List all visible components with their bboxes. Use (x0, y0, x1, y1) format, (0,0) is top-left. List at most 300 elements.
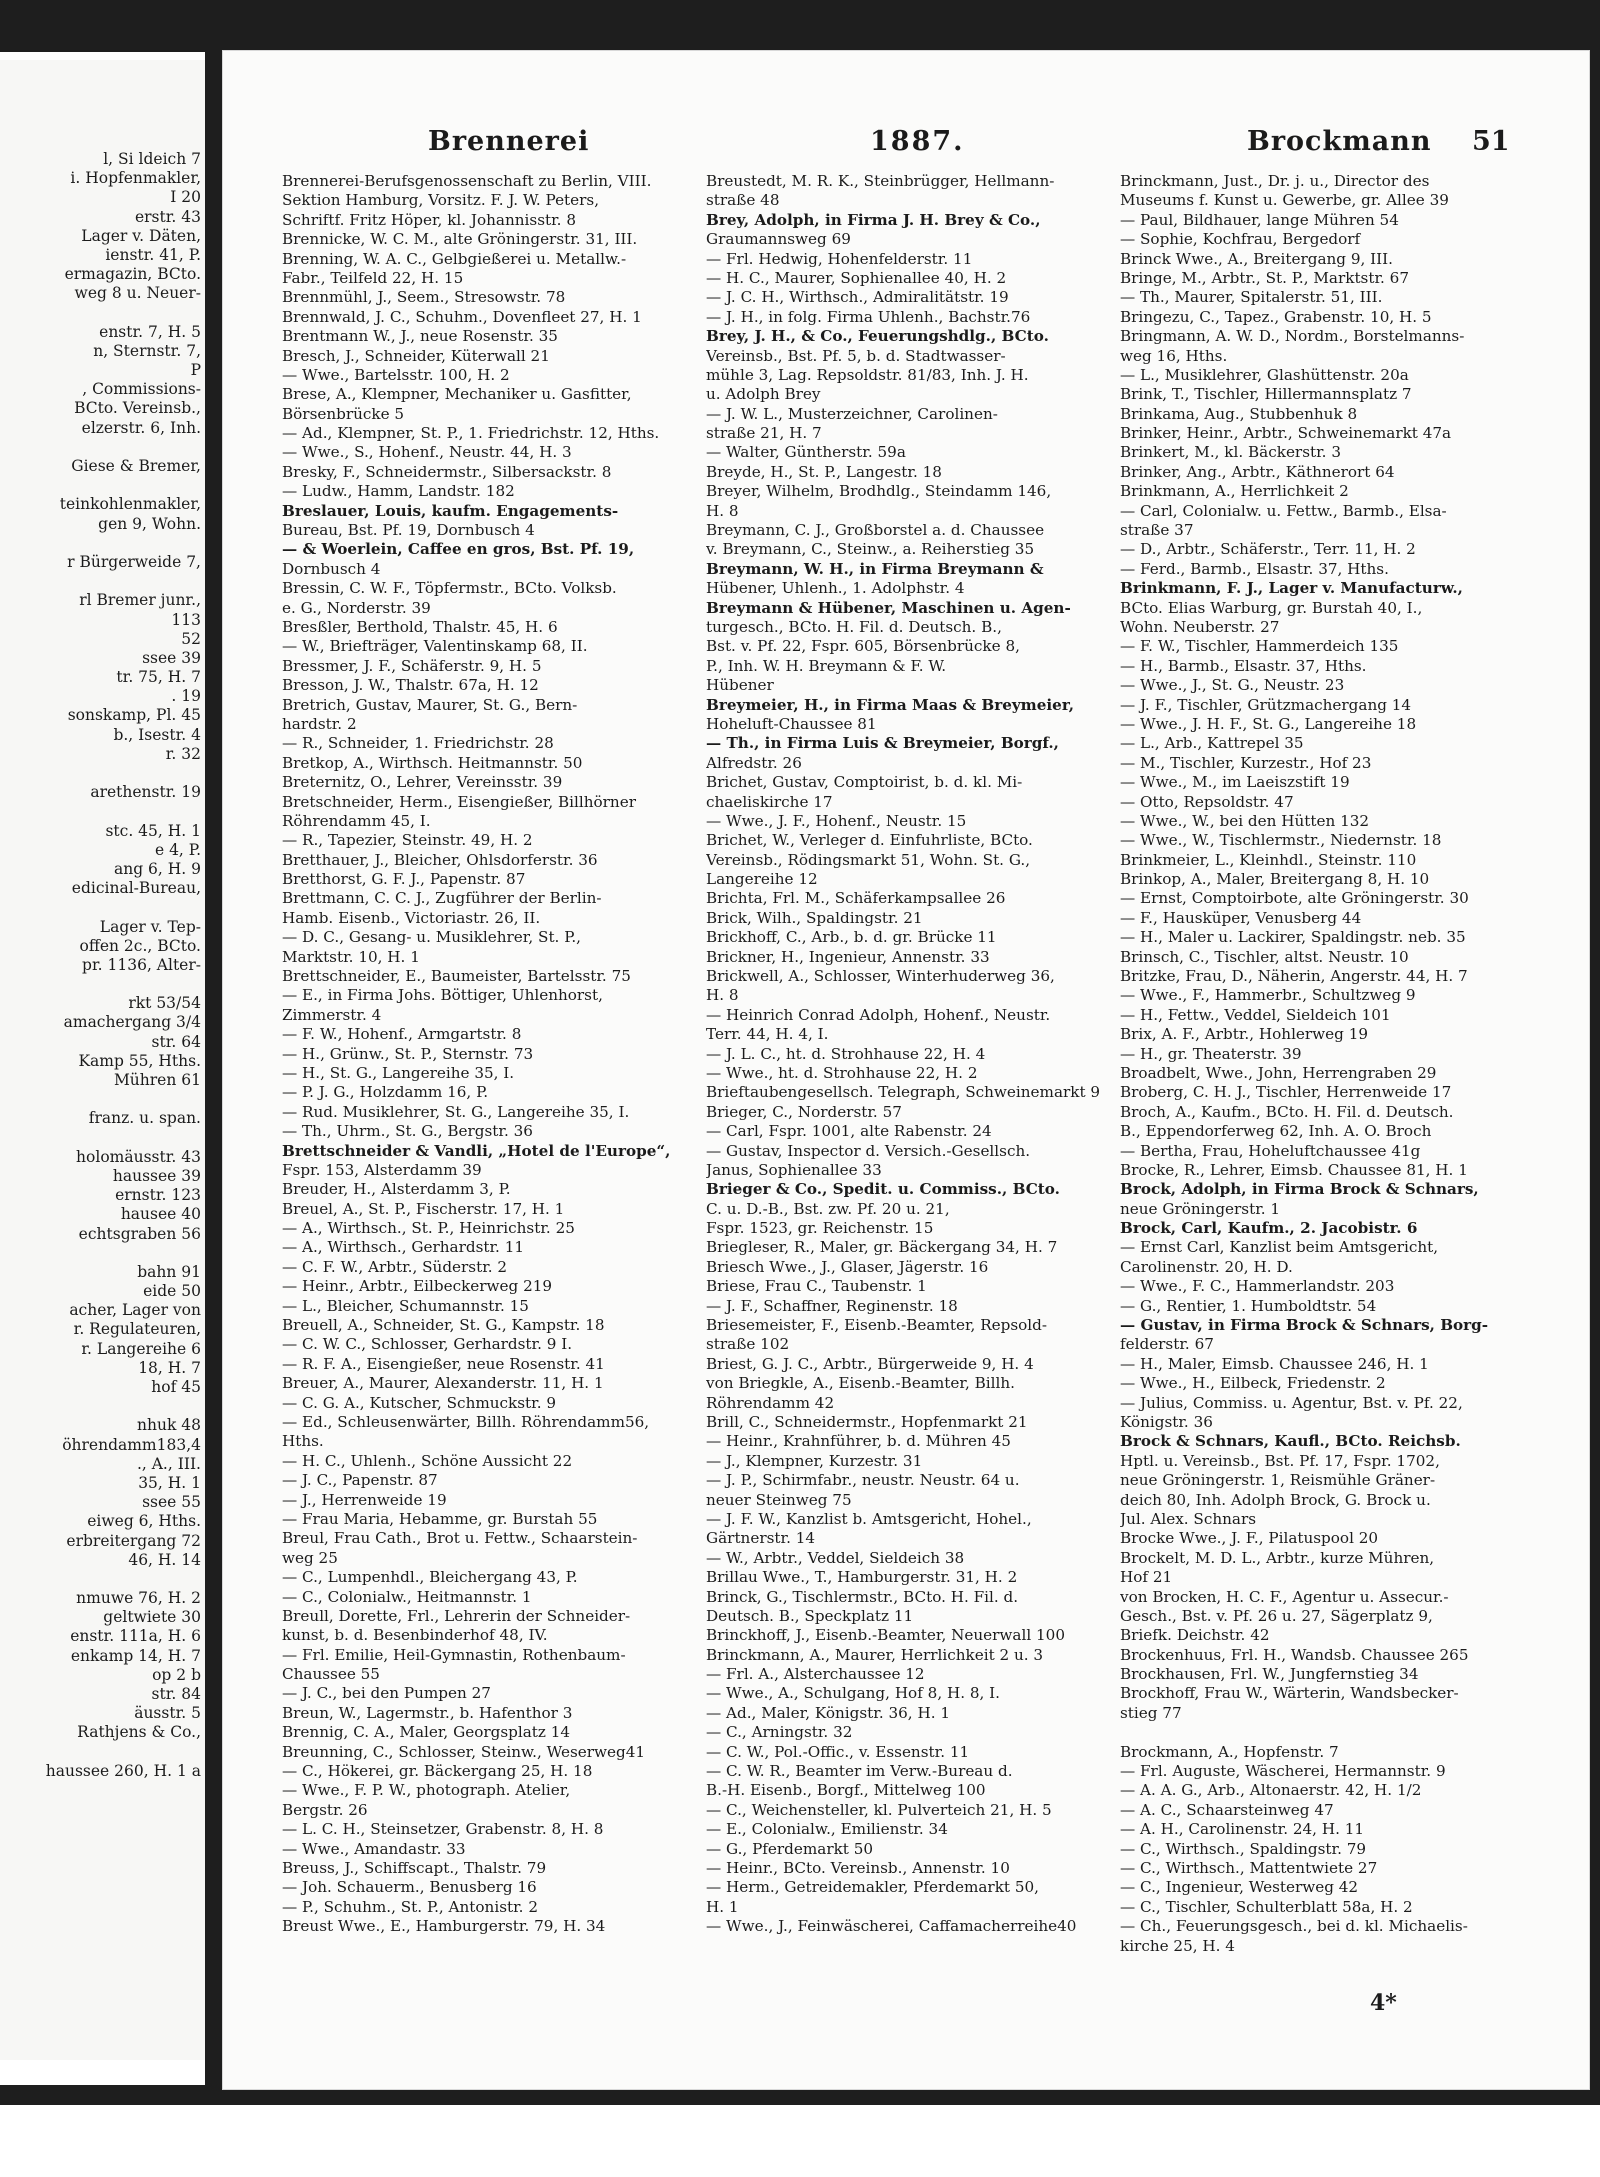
directory-entry-line: — C., Colonialw., Heitmannstr. 1 (282, 1587, 532, 1606)
previous-page-line: str. 64 (151, 1032, 201, 1051)
directory-entry-line: v. Breymann, C., Steinw., a. Reiherstieg 35 (706, 540, 1035, 559)
directory-entry-line: Brennmühl, J., Seem., Stresowstr. 78 (282, 288, 566, 307)
directory-entry-line: Brinckmann, A., Maurer, Herrlichkeit 2 u. 3 (706, 1645, 1044, 1664)
directory-entry-line: Bresßler, Berthold, Thalstr. 45, H. 6 (282, 617, 558, 636)
directory-entry-line: Brick, Wilh., Spaldingstr. 21 (706, 908, 923, 927)
directory-entry-line: — D. C., Gesang- u. Musiklehrer, St. P., (282, 928, 581, 947)
previous-page-line: r. Regulateuren, (73, 1320, 201, 1339)
previous-page-line: i. Hopfenmakler, (70, 169, 201, 188)
directory-entry-line: — Wwe., W., Tischlermstr., Niedernstr. 18 (1120, 831, 1442, 850)
directory-entry-line: Breust Wwe., E., Hamburgerstr. 79, H. 34 (282, 1917, 606, 1936)
directory-entry-line: — H., St. G., Langereihe 35, I. (282, 1063, 515, 1082)
bottom-margin (0, 2105, 1600, 2177)
directory-entry-line: Brocke Wwe., J. F., Pilatuspool 20 (1120, 1529, 1379, 1548)
directory-entry-line: — J. C., bei den Pumpen 27 (282, 1684, 491, 1703)
directory-entry-line: — J. F., Tischler, Grützmachergang 14 (1120, 695, 1412, 714)
directory-entry-line: Brockhoff, Frau W., Wärterin, Wandsbecker- (1120, 1684, 1459, 1703)
directory-entry-line: — C. W. R., Beamter im Verw.-Bureau d. (706, 1762, 1013, 1781)
directory-entry-line: H. 1 (706, 1897, 739, 1916)
directory-entry-line: Breuell, A., Schneider, St. G., Kampstr. 18 (282, 1316, 605, 1335)
directory-entry-line: — C., Weichensteller, kl. Pulverteich 21, H. 5 (706, 1800, 1052, 1819)
directory-entry-line: — Wwe., S., Hohenf., Neustr. 44, H. 3 (282, 443, 572, 462)
previous-page-line: str. 84 (151, 1685, 201, 1703)
directory-entry-line: Dornbusch 4 (282, 559, 381, 578)
previous-page-line: ienstr. 41, P. (105, 245, 201, 264)
directory-entry-line: Brinkmann, F. J., Lager v. Manufacturw., (1120, 579, 1463, 598)
previous-page-line: 46, H. 14 (128, 1550, 201, 1569)
directory-entry-line: Bretthauer, J., Bleicher, Ohlsdorferstr. 36 (282, 850, 598, 869)
previous-page-line: 52 (181, 629, 201, 648)
previous-page-line: haussee 260, H. 1 a (45, 1761, 201, 1780)
directory-entry-line: — C., Arningstr. 32 (706, 1723, 853, 1742)
directory-entry-line: Brockmann, A., Hopfenstr. 7 (1120, 1742, 1339, 1761)
directory-page (222, 50, 1590, 2090)
directory-entry-line: — C. W. C., Schlosser, Gerhardstr. 9 I. (282, 1335, 573, 1354)
previous-page-line: enstr. 111a, H. 6 (70, 1627, 201, 1646)
previous-page-line: ssee 39 (142, 648, 201, 667)
directory-entry-line: — L., Arb., Kattrepel 35 (1120, 734, 1304, 753)
directory-entry-line: — C., Tischler, Schulterblatt 58a, H. 2 (1120, 1897, 1413, 1916)
directory-entry-line: Chaussee 55 (282, 1665, 380, 1684)
directory-entry-line: — Wwe., ht. d. Strohhause 22, H. 2 (706, 1063, 978, 1082)
previous-page-line: ernstr. 123 (115, 1186, 201, 1205)
directory-entry-line: — D., Arbtr., Schäferstr., Terr. 11, H. 2 (1120, 540, 1416, 559)
directory-entry-line: — Joh. Schauerm., Benusberg 16 (282, 1878, 537, 1897)
directory-entry-line: — Carl, Fspr. 1001, alte Rabenstr. 24 (706, 1122, 992, 1141)
directory-entry-line: Vereinsb., Rödingsmarkt 51, Wohn. St. G., (706, 850, 1031, 869)
previous-page-line: nhuk 48 (137, 1416, 201, 1435)
directory-entry-line: Brinkmann, A., Herrlichkeit 2 (1120, 482, 1349, 501)
directory-entry-line: — J. C. H., Wirthsch., Admiralitätstr. 19 (706, 288, 1009, 307)
directory-entry-line: — J., Herrenweide 19 (282, 1490, 447, 1509)
directory-entry-line: — Heinr., Arbtr., Eilbeckerweg 219 (282, 1277, 553, 1296)
previous-page-line: äusstr. 5 (134, 1704, 201, 1723)
directory-entry-line: — Heinr., BCto. Vereinsb., Annenstr. 10 (706, 1858, 1010, 1877)
directory-entry-line: — Th., Uhrm., St. G., Bergstr. 36 (282, 1122, 533, 1141)
directory-entry-line: Bretrich, Gustav, Maurer, St. G., Bern- (282, 695, 578, 714)
previous-page-line: eide 50 (143, 1282, 201, 1301)
header-left-keyword: Brennerei (428, 126, 590, 157)
previous-page-line (0, 476, 205, 495)
directory-entry-line: — Wwe., F. P. W., photograph. Atelier, (282, 1781, 571, 1800)
directory-entry-line: — Wwe., Amandastr. 33 (282, 1839, 466, 1858)
header-right-keyword: Brockmann (1247, 126, 1432, 157)
directory-entry-line: Brentmann W., J., neue Rosenstr. 35 (282, 327, 558, 346)
directory-entry-line: Brickwell, A., Schlosser, Winterhuderweg 36, (706, 967, 1055, 986)
previous-page-line: erbreitergang 72 (66, 1531, 201, 1550)
directory-entry-line: Bretschneider, Herm., Eisengießer, Billhörner (282, 792, 636, 811)
directory-entry-line: — Ernst Carl, Kanzlist beim Amtsgericht, (1120, 1238, 1439, 1257)
directory-entry-line: Breustedt, M. R. K., Steinbrügger, Hellmann- (706, 172, 1055, 190)
directory-entry-line: Wohn. Neuberstr. 27 (1120, 617, 1280, 636)
directory-entry-line: — J. L. C., ht. d. Strohhause 22, H. 4 (706, 1044, 986, 1063)
directory-entry-line: straße 21, H. 7 (706, 424, 822, 443)
directory-entry-line: Hoheluft-Chaussee 81 (706, 714, 877, 733)
previous-page-line: e 4, P. (154, 840, 201, 859)
previous-page-line: gen 9, Wohn. (98, 514, 201, 533)
directory-entry-line: hardstr. 2 (282, 714, 357, 733)
directory-entry-line: Fabr., Teilfeld 22, H. 15 (282, 268, 464, 287)
previous-page-line (0, 572, 205, 591)
directory-entry-line: Briesch Wwe., J., Glaser, Jägerstr. 16 (706, 1257, 989, 1276)
directory-entry-line: mühle 3, Lag. Repsoldstr. 81/83, Inh. J. H. (706, 365, 1029, 384)
directory-entry-line: Brickner, H., Ingenieur, Annenstr. 33 (706, 947, 990, 966)
directory-entry-line: Breymann & Hübener, Maschinen u. Agen- (706, 598, 1071, 617)
directory-entry-line: von Brocken, H. C. F., Agentur u. Assecur.- (1120, 1587, 1449, 1606)
directory-entry-line: Brock & Schnars, Kaufl., BCto. Reichsb. (1120, 1432, 1461, 1451)
directory-entry-line: Börsenbrücke 5 (282, 404, 405, 423)
directory-entry-line: Breternitz, O., Lehrer, Vereinsstr. 39 (282, 773, 563, 792)
directory-entry-line: — Frl. Hedwig, Hohenfelderstr. 11 (706, 249, 973, 268)
directory-entry-line: Brinker, Heinr., Arbtr., Schweinemarkt 47a (1120, 424, 1452, 443)
previous-page-line: ., A., III. (136, 1454, 201, 1473)
previous-page-line: holomäusstr. 43 (76, 1147, 201, 1166)
previous-page-line (0, 1397, 205, 1416)
directory-entry-line: Brinsch, C., Tischler, altst. Neustr. 10 (1120, 947, 1409, 966)
directory-entry-line: — Frl. Emilie, Heil-Gymnastin, Rothenbaum- (282, 1645, 626, 1664)
directory-entry-line: Brinck Wwe., A., Breitergang 9, III. (1120, 249, 1393, 268)
directory-entry-line: Breymeier, H., in Firma Maas & Breymeier, (706, 695, 1075, 714)
directory-entry-line: — W., Briefträger, Valentinskamp 68, II. (282, 637, 588, 656)
previous-page-text (0, 150, 205, 1781)
previous-page-line: . 19 (171, 687, 201, 706)
directory-entry-line: Brix, A. F., Arbtr., Hohlerweg 19 (1120, 1025, 1369, 1044)
directory-entry-line: Brocke, R., Lehrer, Eimsb. Chaussee 81, H. 1 (1120, 1160, 1468, 1179)
directory-column-2 (706, 172, 1126, 1937)
previous-page-line: nmuwe 76, H. 2 (76, 1589, 201, 1608)
directory-entry-line: Brill, C., Schneidermstr., Hopfenmarkt 21 (706, 1413, 1028, 1431)
directory-entry-line: — Walter, Güntherstr. 59a (706, 443, 906, 462)
directory-entry-line: Brettschneider & Vandli, „Hotel de l'Europe“, (282, 1141, 671, 1160)
directory-entry-line: — Frl. Auguste, Wäscherei, Hermannstr. 9 (1120, 1762, 1446, 1781)
directory-entry-line: Brockenhuus, Frl. H., Wandsb. Chaussee 265 (1120, 1645, 1469, 1664)
previous-page-line: P (190, 361, 201, 380)
directory-entry-line: Briegleser, R., Maler, gr. Bäckergang 34, H. 7 (706, 1238, 1058, 1257)
previous-page-line: ang 6, H. 9 (113, 859, 201, 878)
directory-entry-line: P., Inh. W. H. Breymann & F. W. (706, 656, 947, 675)
directory-entry-line: Brettschneider, E., Baumeister, Bartelsstr. 75 (282, 967, 631, 986)
previous-page-line: 113 (171, 610, 201, 629)
directory-entry-line: Brieftaubengesellsch. Telegraph, Schweinemarkt 9 (706, 1083, 1101, 1102)
directory-entry-line: Brinkama, Aug., Stubbenhuk 8 (1120, 404, 1358, 423)
directory-entry-line: Brichta, Frl. M., Schäferkampsallee 26 (706, 889, 1006, 908)
directory-entry-line: Terr. 44, H. 4, I. (706, 1025, 829, 1044)
previous-page-line: 35, H. 1 (138, 1473, 201, 1492)
directory-entry-line: — J. H., in folg. Firma Uhlenh., Bachstr.76 (706, 307, 1031, 326)
directory-entry-line: — Th., Maurer, Spitalerstr. 51, III. (1120, 288, 1383, 307)
directory-entry-line: Bretthorst, G. F. J., Papenstr. 87 (282, 870, 526, 889)
previous-page-line (0, 1090, 205, 1109)
directory-entry-line: — Ed., Schleusenwärter, Billh. Röhrendamm56, (282, 1413, 650, 1431)
directory-entry-line: Bringezu, C., Tapez., Grabenstr. 10, H. 5 (1120, 307, 1432, 326)
directory-entry-line: Brey, Adolph, in Firma J. H. Brey & Co., (706, 210, 1041, 229)
directory-entry-line: Breyde, H., St. P., Langestr. 18 (706, 462, 942, 481)
directory-entry-line: Schriftf. Fritz Höper, kl. Johannisstr. 8 (282, 210, 577, 229)
directory-entry-line: deich 80, Inh. Adolph Brock, G. Brock u. (1120, 1490, 1431, 1509)
directory-entry-line: Breuder, H., Alsterdamm 3, P. (282, 1180, 511, 1199)
directory-entry-line: — H., Fettw., Veddel, Sieldeich 101 (1120, 1005, 1391, 1024)
directory-entry-line: — G., Rentier, 1. Humboldtstr. 54 (1120, 1296, 1377, 1315)
directory-entry-line: — Bertha, Frau, Hoheluftchaussee 41g (1120, 1141, 1421, 1160)
directory-entry-line: — Ferd., Barmb., Elsastr. 37, Hths. (1120, 559, 1389, 578)
directory-entry-line: Briese, Frau C., Taubenstr. 1 (706, 1277, 927, 1296)
directory-entry-line: — Ludw., Hamm, Landstr. 182 (282, 482, 515, 501)
directory-entry-line: Sektion Hamburg, Vorsitz. F. J. W. Peters, (282, 191, 600, 210)
previous-page-line: arethenstr. 19 (90, 783, 201, 802)
directory-entry-line: — J. F., Schaffner, Reginenstr. 18 (706, 1296, 958, 1315)
previous-page-line: geltwiete 30 (103, 1608, 201, 1627)
directory-entry-line: — Paul, Bildhauer, lange Mühren 54 (1120, 210, 1399, 229)
previous-page-line: hof 45 (151, 1378, 201, 1396)
directory-entry-line: Breslauer, Louis, kaufm. Engagements- (282, 501, 619, 520)
directory-entry-line: Bergstr. 26 (282, 1800, 368, 1819)
previous-page-line: erstr. 43 (134, 207, 201, 226)
previous-page-line: haussee 39 (112, 1166, 201, 1185)
directory-entry-line: — A. H., Carolinenstr. 24, H. 11 (1120, 1820, 1365, 1839)
directory-entry-line: — Wwe., J., Feinwäscherei, Caffamacherreihe40 (706, 1917, 1077, 1936)
directory-entry-line: — Sophie, Kochfrau, Bergedorf (1120, 230, 1361, 249)
previous-page-line: r Bürgerweide 7, (67, 552, 201, 571)
directory-entry-line: Briefk. Deichstr. 42 (1120, 1626, 1270, 1645)
directory-entry-line: Britzke, Frau, D., Näherin, Angerstr. 44, H. 7 (1120, 967, 1468, 986)
directory-entry-line: Vereinsb., Bst. Pf. 5, b. d. Stadtwasser- (706, 346, 1006, 365)
previous-page-line: acher, Lager von (69, 1301, 201, 1320)
directory-entry-line: Hübener, Uhlenh., 1. Adolphstr. 4 (706, 579, 965, 598)
directory-entry-line: Breuel, A., St. P., Fischerstr. 17, H. 1 (282, 1199, 565, 1218)
directory-entry-line: — M., Tischler, Kurzestr., Hof 23 (1120, 753, 1372, 772)
previous-page-line: rkt 53/54 (128, 994, 201, 1013)
directory-entry-line: — H. C., Maurer, Sophienallee 40, H. 2 (706, 268, 1007, 287)
directory-entry-line: B.-H. Eisenb., Borgf., Mittelweg 100 (706, 1781, 986, 1800)
directory-entry-line: e. G., Norderstr. 39 (282, 598, 431, 617)
previous-page-line: Kamp 55, Hths. (78, 1051, 201, 1070)
directory-entry-line: Bringe, M., Arbtr., St. P., Marktstr. 67 (1120, 268, 1410, 287)
directory-entry-line: von Briegkle, A., Eisenb.-Beamter, Billh. (706, 1374, 1015, 1393)
previous-page-line: öhrendamm183,4 (62, 1435, 201, 1454)
directory-entry-line: — J. F. W., Kanzlist b. Amtsgericht, Hohel., (706, 1509, 1032, 1528)
directory-column-1 (282, 172, 702, 1937)
directory-entry-line: H. 8 (706, 501, 739, 520)
directory-entry-line: Briest, G. J. C., Arbtr., Bürgerweide 9, H. 4 (706, 1354, 1034, 1373)
previous-page-line: teinkohlenmakler, (59, 495, 201, 514)
directory-entry-line: neue Gröningerstr. 1, Reismühle Gräner- (1120, 1471, 1436, 1490)
directory-entry-line: Brettmann, C. C. J., Zugführer der Berlin- (282, 889, 602, 908)
directory-entry-line: chaeliskirche 17 (706, 792, 833, 811)
directory-entry-line: — J., Klempner, Kurzestr. 31 (706, 1451, 923, 1470)
directory-entry-line: — H., Maler, Eimsb. Chaussee 246, H. 1 (1120, 1354, 1429, 1373)
directory-entry-line: H. 8 (706, 986, 739, 1005)
directory-entry-line: — A. A. G., Arb., Altonaerstr. 42, H. 1/2 (1120, 1781, 1422, 1800)
previous-page-line: weg 8 u. Neuer- (74, 284, 201, 303)
directory-entry-line: Bst. v. Pf. 22, Fspr. 605, Börsenbrücke 8, (706, 637, 1020, 656)
directory-entry-line: u. Adolph Brey (706, 385, 821, 404)
directory-entry-line: — Ad., Maler, Königstr. 36, H. 1 (706, 1703, 951, 1722)
directory-entry-line: Brieger & Co., Spedit. u. Commiss., BCto. (706, 1180, 1060, 1199)
directory-entry-line: Brinker, Ang., Arbtr., Käthnerort 64 (1120, 462, 1395, 481)
previous-page-line: franz. u. span. (88, 1109, 201, 1128)
directory-entry-line: — C., Wirthsch., Mattentwiete 27 (1120, 1858, 1378, 1877)
previous-page-line: sonskamp, Pl. 45 (67, 706, 201, 725)
directory-entry-line: Breul, Frau Cath., Brot u. Fettw., Schaarstein- (282, 1529, 638, 1548)
directory-entry-line: — Wwe., A., Schulgang, Hof 8, H. 8, I. (706, 1684, 1001, 1703)
directory-entry-line: Breunning, C., Schlosser, Steinw., Weserweg41 (282, 1742, 646, 1761)
directory-entry-line: — Rud. Musiklehrer, St. G., Langereihe 35, I. (282, 1102, 630, 1121)
directory-entry-line: Marktstr. 10, H. 1 (282, 947, 420, 966)
directory-entry-line: — P. J. G., Holzdamm 16, P. (282, 1083, 489, 1102)
directory-entry-line: — H., Barmb., Elsastr. 37, Hths. (1120, 656, 1367, 675)
previous-page-line: op 2 b (152, 1665, 201, 1684)
directory-entry-line: — E., Colonialw., Emilienstr. 34 (706, 1820, 948, 1839)
running-header (222, 126, 1590, 166)
directory-entry-line: — C., Hökerei, gr. Bäckergang 25, H. 18 (282, 1762, 593, 1781)
directory-entry-line: C. u. D.-B., Bst. zw. Pf. 20 u. 21, (706, 1199, 950, 1218)
directory-entry-line: Brinkmeier, L., Kleinhdl., Steinstr. 110 (1120, 850, 1417, 869)
directory-entry-line: Museums f. Kunst u. Gewerbe, gr. Allee 39 (1120, 191, 1449, 210)
directory-entry-line: — J. P., Schirmfabr., neustr. Neustr. 64 u. (706, 1471, 1020, 1490)
directory-entry-line: Bresky, F., Schneidermstr., Silbersackstr. 8 (282, 462, 612, 481)
directory-entry-line: Brennwald, J. C., Schuhm., Dovenfleet 27, H. 1 (282, 307, 642, 326)
previous-page-line: stc. 45, H. 1 (105, 821, 201, 840)
previous-page-line: ermagazin, BCto. (64, 265, 201, 284)
previous-page-line: n, Sternstr. 7, (93, 341, 201, 360)
directory-entry-line (1120, 1723, 1572, 1742)
previous-page-line (0, 304, 205, 323)
previous-page-line: pr. 1136, Alter- (82, 955, 201, 974)
directory-entry-line: Janus, Sophienallee 33 (706, 1160, 882, 1179)
directory-entry-line: B., Eppendorferweg 62, Inh. A. O. Broch (1120, 1122, 1432, 1141)
directory-column-3 (1120, 172, 1572, 1956)
previous-page-line: elzerstr. 6, Inh. (81, 418, 201, 437)
directory-entry-line: kunst, b. d. Besenbinderhof 48, IV. (282, 1626, 548, 1645)
directory-entry-line: — Wwe., J. F., Hohenf., Neustr. 15 (706, 811, 967, 830)
directory-entry-line: Bretkop, A., Wirthsch. Heitmannstr. 50 (282, 753, 583, 772)
directory-entry-line: Bringmann, A. W. D., Nordm., Borstelmanns- (1120, 327, 1465, 346)
directory-entry-line: Hof 21 (1120, 1568, 1173, 1587)
directory-entry-line: felderstr. 67 (1120, 1335, 1214, 1354)
directory-entry-line: — F. W., Hohenf., Armgartstr. 8 (282, 1025, 522, 1044)
previous-page-line: Giese & Bremer, (71, 457, 201, 475)
previous-page-line: 18, H. 7 (138, 1358, 201, 1377)
directory-entry-line: Brink, T., Tischler, Hillermannsplatz 7 (1120, 385, 1412, 404)
directory-entry-line: Röhrendamm 45, I. (282, 811, 431, 830)
directory-entry-line: — C. F. W., Arbtr., Süderstr. 2 (282, 1257, 508, 1276)
directory-entry-line: — A., Wirthsch., St. P., Heinrichstr. 25 (282, 1219, 575, 1238)
directory-entry-line: — A., Wirthsch., Gerhardstr. 11 (282, 1238, 525, 1257)
directory-entry-line: — H., Maler u. Lackirer, Spaldingstr. neb. 35 (1120, 928, 1466, 947)
directory-entry-line: Brock, Adolph, in Firma Brock & Schnars, (1120, 1180, 1479, 1199)
directory-entry-line: — Wwe., F. C., Hammerlandstr. 203 (1120, 1277, 1395, 1296)
directory-entry-line: — L., Bleicher, Schumannstr. 15 (282, 1296, 529, 1315)
header-year: 1887. (870, 126, 965, 157)
directory-entry-line: — C., Lumpenhdl., Bleichergang 43, P. (282, 1568, 578, 1587)
directory-entry-line: neue Gröningerstr. 1 (1120, 1199, 1281, 1218)
directory-entry-line: straße 37 (1120, 521, 1194, 540)
previous-page-line: l, Si ldeich 7 (103, 150, 201, 168)
previous-page-line: ssee 55 (142, 1493, 201, 1512)
directory-entry-line: Bresson, J. W., Thalstr. 67a, H. 12 (282, 676, 539, 695)
directory-entry-line: Brenning, W. A. C., Gelbgießerei u. Metallw.- (282, 249, 627, 268)
directory-entry-line: Breun, W., Lagermstr., b. Hafenthor 3 (282, 1703, 573, 1722)
directory-entry-line: — Ad., Klempner, St. P., 1. Friedrichstr. 12, Hths. (282, 424, 660, 443)
directory-entry-line: — Heinr., Krahnführer, b. d. Mühren 45 (706, 1432, 1011, 1451)
directory-entry-line: Bressin, C. W. F., Töpfermstr., BCto. Volksb. (282, 579, 617, 598)
directory-entry-line: straße 102 (706, 1335, 790, 1354)
previous-page-line: Mühren 61 (113, 1071, 201, 1089)
directory-entry-line: Röhrendamm 42 (706, 1393, 835, 1412)
directory-entry-line: Fspr. 1523, gr. Reichenstr. 15 (706, 1219, 934, 1238)
previous-page-line: offen 2c., BCto. (79, 936, 201, 955)
directory-entry-line: — Gustav, in Firma Brock & Schnars, Borg- (1120, 1316, 1489, 1335)
previous-page-line: bahn 91 (137, 1262, 201, 1281)
page-number: 51 (1472, 126, 1510, 157)
previous-page-line: eiweg 6, Hths. (87, 1512, 201, 1531)
directory-entry-line: weg 25 (282, 1548, 338, 1567)
directory-entry-line: straße 48 (706, 191, 780, 210)
directory-entry-line: — H., Grünw., St. P., Sternstr. 73 (282, 1044, 534, 1063)
scan-background-top (0, 0, 1600, 52)
directory-entry-line: Brinckmann, Just., Dr. j. u., Director des (1120, 172, 1430, 190)
directory-entry-line: — Frl. A., Alsterchaussee 12 (706, 1665, 925, 1684)
signature-mark: 4* (1370, 1990, 1397, 2016)
directory-entry-line: Hths. (282, 1432, 324, 1451)
previous-page-line: echtsgraben 56 (78, 1224, 201, 1243)
directory-entry-line: — Ernst, Comptoirbote, alte Gröningerstr. 30 (1120, 889, 1469, 908)
directory-entry-line: — Wwe., M., im Laeiszstift 19 (1120, 773, 1350, 792)
directory-entry-line: — Wwe., W., bei den Hütten 132 (1120, 811, 1370, 830)
directory-entry-line: Alfredstr. 26 (706, 753, 802, 772)
previous-page-line (0, 898, 205, 917)
directory-entry-line: — C., Ingenieur, Westerweg 42 (1120, 1878, 1359, 1897)
directory-entry-line: Breuss, J., Schiffscapt., Thalstr. 79 (282, 1858, 547, 1877)
directory-entry-line: — A. C., Schaarsteinweg 47 (1120, 1800, 1334, 1819)
directory-entry-line: Hamb. Eisenb., Victoriastr. 26, II. (282, 908, 541, 927)
previous-page-line: enstr. 7, H. 5 (99, 322, 201, 341)
previous-page-line: amachergang 3/4 (63, 1013, 201, 1032)
directory-entry-line: — Frau Maria, Hebamme, gr. Burstah 55 (282, 1509, 598, 1528)
previous-page-line: tr. 75, H. 7 (116, 668, 201, 687)
directory-entry-line: Breymann, W. H., in Firma Breymann & (706, 559, 1044, 578)
directory-entry-line: — W., Arbtr., Veddel, Sieldeich 38 (706, 1548, 965, 1567)
directory-entry-line: — Wwe., J. H. F., St. G., Langereihe 18 (1120, 714, 1417, 733)
previous-page-line (0, 1244, 205, 1263)
directory-entry-line: Hptl. u. Vereinsb., Bst. Pf. 17, Fspr. 1702, (1120, 1451, 1440, 1470)
directory-entry-line: — C., Wirthsch., Spaldingstr. 79 (1120, 1839, 1367, 1858)
directory-entry-line: Brillau Wwe., T., Hamburgerstr. 31, H. 2 (706, 1568, 1018, 1587)
directory-entry-line: Hübener (706, 676, 774, 695)
previous-page-line: Rathjens & Co., (77, 1723, 201, 1742)
previous-page-line (0, 534, 205, 553)
directory-entry-line: — R. F. A., Eisengießer, neue Rosenstr. 41 (282, 1354, 605, 1373)
directory-entry-line: weg 16, Hths. (1120, 346, 1228, 365)
directory-entry-line: Breyer, Wilhelm, Brodhdlg., Steindamm 146, (706, 482, 1052, 501)
previous-page-line: hausee 40 (120, 1205, 201, 1224)
directory-entry-line: — Herm., Getreidemakler, Pferdemarkt 50, (706, 1878, 1039, 1897)
directory-entry-line: — Heinrich Conrad Adolph, Hohenf., Neustr. (706, 1005, 1051, 1024)
directory-entry-line: Bressmer, J. F., Schäferstr. 9, H. 5 (282, 656, 542, 675)
directory-entry-line: — Carl, Colonialw. u. Fettw., Barmb., Elsa- (1120, 501, 1447, 520)
directory-entry-line: — Julius, Commiss. u. Agentur, Bst. v. Pf. 22, (1120, 1393, 1463, 1412)
directory-entry-line: Brichet, Gustav, Comptoirist, b. d. kl. Mi- (706, 773, 1023, 792)
previous-page-line: , Commissions- (82, 380, 201, 399)
directory-entry-line: Brinck, G., Tischlermstr., BCto. H. Fil. d. (706, 1587, 1019, 1606)
directory-entry-line: Brock, Carl, Kaufm., 2. Jacobistr. 6 (1120, 1219, 1418, 1238)
previous-page-line: I 20 (170, 188, 201, 207)
directory-entry-line: Brinkert, M., kl. Bäckerstr. 3 (1120, 443, 1341, 462)
directory-entry-line: Breull, Dorette, Frl., Lehrerin der Schneider- (282, 1606, 631, 1625)
directory-entry-line: Broch, A., Kaufm., BCto. H. Fil. d. Deutsch. (1120, 1102, 1454, 1121)
directory-entry-line: stieg 77 (1120, 1703, 1182, 1722)
directory-entry-line: Jul. Alex. Schnars (1120, 1509, 1256, 1528)
